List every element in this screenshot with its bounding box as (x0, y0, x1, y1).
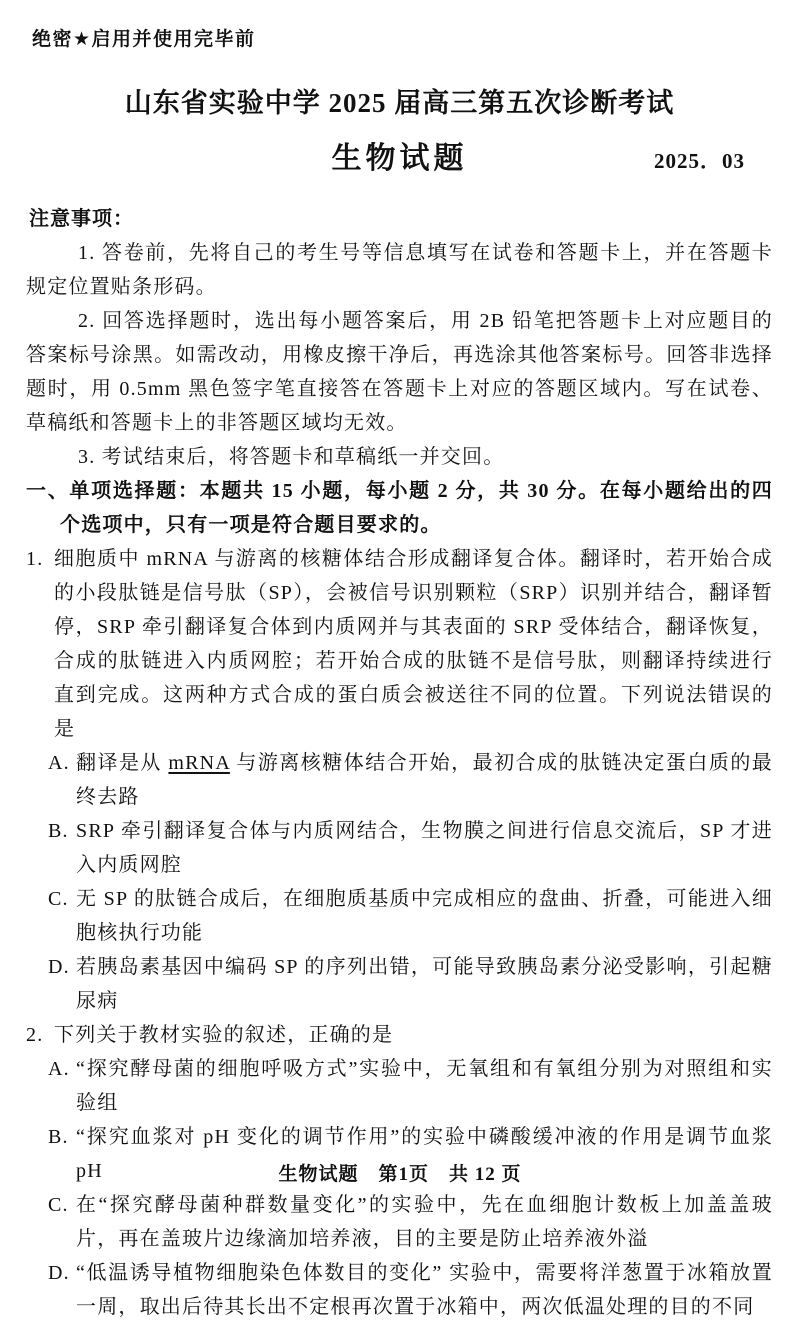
question-1-stem (26, 542, 773, 746)
option-text-pre: 在“探究酵母菌种群数量变化”的实验中，先在血细胞计数板上加盖盖玻片，再在盖玻片边缘滴加培养液，目的主要是防止培养液外溢 (76, 1194, 773, 1250)
question-1-stem-text: 细胞质中 mRNA 与游离的核糖体结合形成翻译复合体。翻译时，若开始合成的小段肽链是信号肽（SP），会被信号识别颗粒（SRP）识别并结合，翻译暂停，SRP 牵引翻译复合体到内质网并与其表面的 SRP 受体结合，翻译恢复，合成的肽链进入内质网腔；若开始合成的肽链不是信号肽，则翻译持续进行直到完成。这两种方式合成的蛋白质会被送往不同的位置。下列说法错误的是 (54, 548, 773, 740)
notices-heading: 注意事项： (29, 208, 134, 230)
question-2-number: 2. (26, 1024, 44, 1046)
option-row (48, 1188, 773, 1256)
option-row (48, 950, 773, 1018)
option-text-post: 与游离核糖体结合开始，最初合成的肽链决定蛋白质的最终去路 (76, 752, 774, 808)
question-2-stem (26, 1018, 773, 1052)
option-label: D. (48, 956, 70, 978)
paper-title: 生物试题 (331, 142, 468, 175)
option-row (48, 1052, 773, 1120)
exam-title: 山东省实验中学 2025 届高三第五次诊断考试 (124, 88, 675, 118)
option-row (48, 746, 773, 814)
exam-date: 2025．03 (654, 149, 745, 173)
option-text (76, 752, 773, 808)
option-label: C. (48, 1194, 69, 1216)
question-2-stem-text: 下列关于教材实验的叙述，正确的是 (54, 1024, 394, 1046)
notice-item-3: 3. 考试结束后，将答题卡和草稿纸一并交回。 (78, 446, 505, 468)
option-label: A. (48, 1058, 70, 1080)
question-2-options (48, 1052, 773, 1324)
option-row (48, 1256, 773, 1324)
option-label: B. (48, 820, 69, 842)
section-one-heading: 一、单项选择题：本题共 15 小题，每小题 2 分，共 30 分。在每小题给出的四个选项中，只有一项是符合题目要求的。 (26, 480, 773, 536)
option-row (48, 814, 773, 882)
option-label: A. (48, 752, 70, 774)
page-footer: 生物试题 第1页 共 12 页 (278, 1164, 522, 1185)
option-text-pre: “探究血浆对 pH 变化的调节作用”的实验中磷酸缓冲液的作用是调节血浆 pH (76, 1126, 773, 1182)
option-text-pre: 若胰岛素基因中编码 SP 的序列出错，可能导致胰岛素分泌受影响，引起糖尿病 (76, 956, 773, 1012)
option-text (76, 956, 773, 1012)
option-text-pre: “低温诱导植物细胞染色体数目的变化” 实验中，需要将洋葱置于冰箱放置一周，取出后待其长出不定根再次置于冰箱中，两次低温处理的目的不同 (76, 1262, 773, 1318)
question-1 (26, 542, 773, 1018)
question-1-number: 1. (26, 548, 44, 570)
option-text-pre: 翻译是从 (76, 752, 169, 774)
option-label: B. (48, 1126, 69, 1148)
paper-body (26, 202, 773, 1324)
option-text (76, 1194, 773, 1250)
option-text (76, 820, 773, 876)
notice-item-2: 2. 回答选择题时，选出每小题答案后，用 2B 铅笔把答题卡上对应题目的答案标号涂黑。如需改动，用橡皮擦干净后，再选涂其他答案标号。回答非选择题时，用 0.5mm 黑色签字笔直接答在答题卡上对应的答题区域内。写在试卷、草稿纸和答题卡上的非答题区域均无效。 (26, 310, 773, 434)
notice-item-1: 1. 答卷前，先将自己的考生号等信息填写在试卷和答题卡上，并在答题卡规定位置贴条形码。 (26, 242, 773, 298)
security-label: 绝密★启用并使用完毕前 (32, 29, 256, 50)
option-row (48, 882, 773, 950)
option-text-pre: 无 SP 的肽链合成后，在细胞质基质中完成相应的盘曲、折叠，可能进入细胞核执行功能 (76, 888, 773, 944)
option-label: C. (48, 888, 69, 910)
option-text (76, 1262, 773, 1318)
option-text-pre: SRP 牵引翻译复合体与内质网结合，生物膜之间进行信息交流后，SP 才进入内质网腔 (76, 820, 773, 876)
option-text (76, 1058, 773, 1114)
question-1-options (48, 746, 773, 1018)
option-text-pre: “探究酵母菌的细胞呼吸方式”实验中，无氧组和有氧组分别为对照组和实验组 (76, 1058, 773, 1114)
underlined-term: mRNA (168, 752, 230, 774)
option-text (76, 888, 773, 944)
subtitle-row (26, 140, 773, 178)
option-label: D. (48, 1262, 70, 1284)
